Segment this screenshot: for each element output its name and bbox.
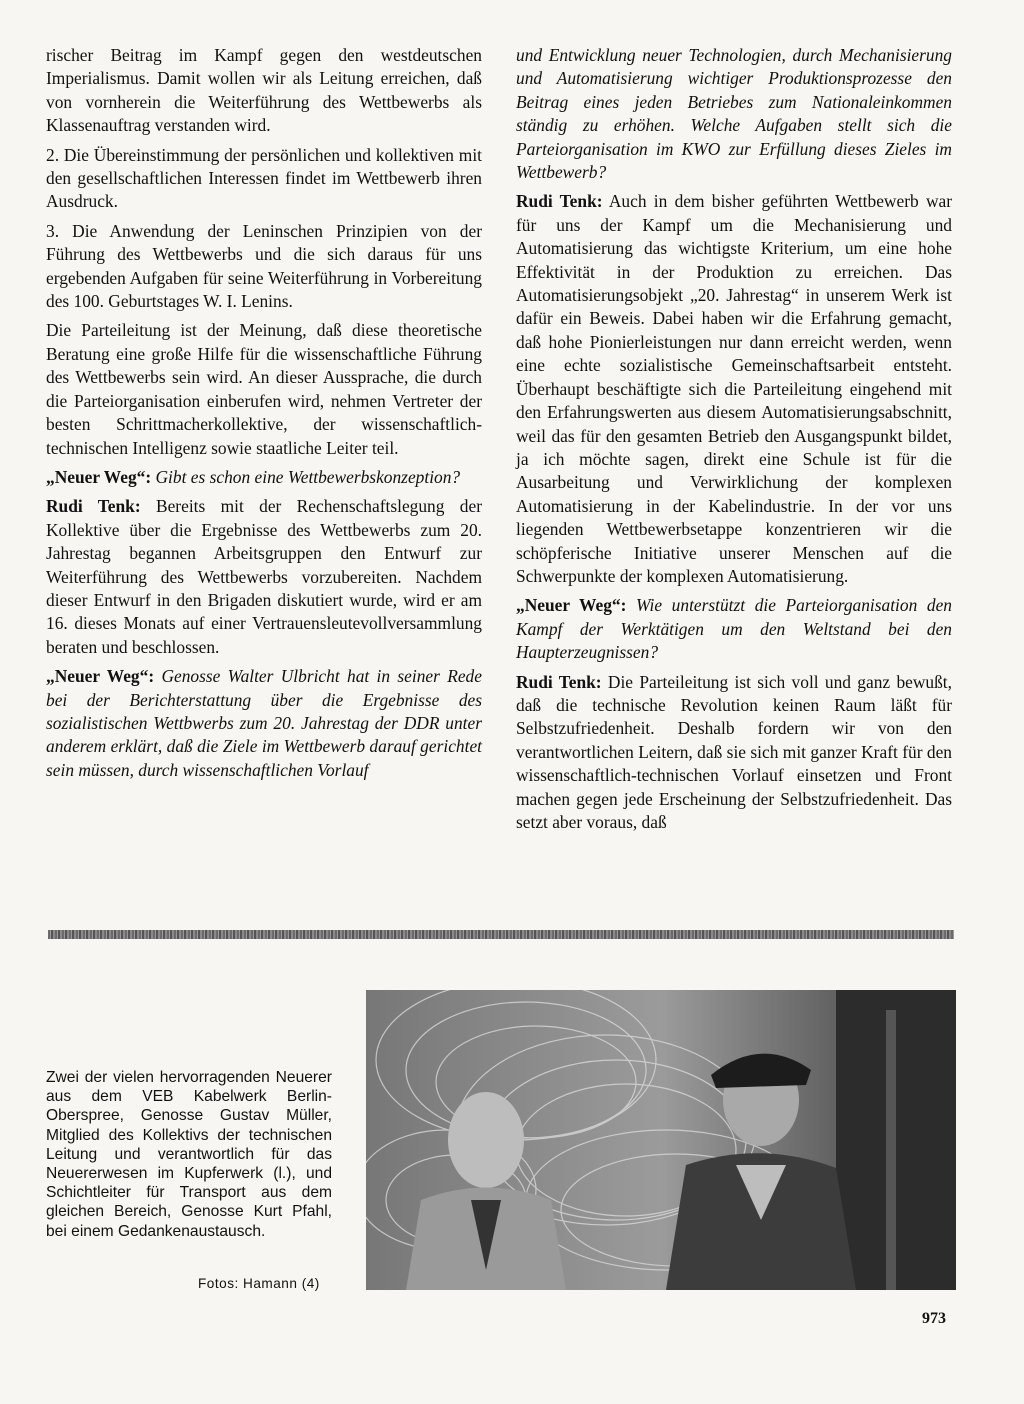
- paragraph: 2. Die Übereinstimmung der persönlichen und kollektiven mit den gesellschaftlichen Interessen findet im Wettbewerb ihren Ausdruck.: [46, 144, 482, 212]
- answer-text: Bereits mit der Rechenschaftslegung der Kollektive über die Ergebnisse des Wettbewerbs zum 20. Jahrestag begannen Arbeitsgruppen den Entwurf zur Weiterführung des Wettbewerbs vorzubereiten. Nachdem dieser Entwurf in den Brigaden diskutiert wurde, wird er am 16. dieses Monats auf einer Vertrauensleutevollversammlung beraten und beschlossen.: [46, 496, 482, 657]
- photo-two-men-with-wire-coils: [366, 990, 956, 1290]
- left-column: [46, 44, 482, 788]
- paragraph: rischer Beitrag im Kampf gegen den westdeutschen Imperialismus. Damit wollen wir als Leitung erreichen, daß von vornherein die Weiterführung des Wettbewerbs als Klassenauftrag verstanden wird.: [46, 45, 482, 136]
- answer-speaker: Rudi Tenk:: [516, 191, 603, 212]
- interview-answer: [516, 671, 952, 835]
- question-text: Genosse Walter Ulbricht hat in seiner Rede bei der Berichterstattung über die Ergebnisse des sozialistischen Wettbwerbs zum 20. Jahrestag der DDR unter anderem erklärt, daß die Ziele im Wettbewerb darauf gerichtet sein müssen, durch wissenschaftlichen Vorlauf: [46, 666, 482, 780]
- question-text: Gibt es schon eine Wettbewerbskonzeption?: [155, 466, 461, 487]
- section-divider: [48, 930, 954, 939]
- right-column: [516, 44, 952, 840]
- paragraph: 3. Die Anwendung der Leninschen Prinzipien von der Führung des Wettbewerbs und die sich daraus für uns ergebenden Aufgaben für seine Weiterführung in Vorbereitung des 100. Geburtstages W. I. Lenins.: [46, 220, 482, 312]
- photo-credit: Fotos: Hamann (4): [198, 1276, 320, 1291]
- interview-question: [46, 466, 482, 489]
- question-text: Wie unterstützt die Parteiorganisation den Kampf der Werktätigen um den Weltstand bei den Haupterzeugnissen?: [516, 595, 952, 663]
- question-speaker: „Neuer Weg“:: [46, 666, 155, 687]
- answer-text: Auch in dem bisher geführten Wettbewerb war für uns der Kampf um die Mechanisierung und Automatisierung das wichtigste Kriterium, um eine hohe Effektivität in der Produktion zu erreichen. Das Automatisierungsobjekt „20. Jahrestag“ in unserem Werk ist dafür ein Beweis. Dabei haben wir die Erfahrung gemacht, daß hohe Pionierleistungen nur dann erreicht werden, wenn eine echte sozialistische Gemeinschaftsarbeit entsteht. Überhaupt beschäftigte sich die Parteileitung eingehend mit den Erfahrungswerten aus diesem Automatisierungsabschnitt, weil das für den gesamten Betrieb den Ausgangspunkt bildet, ja ich möchte sagen, direkt eine Schule ist für die Ausarbeitung und Verwirklichung der komplexen Automatisierung in der Kabelindustrie. In der vor uns liegenden Wettbewerbsetappe konzentrieren wir die schöpferische Initiative unserer Menschen auf die Schwerpunkte der komplexen Automatisierung.: [516, 191, 953, 586]
- interview-question: [46, 665, 482, 782]
- answer-speaker: Rudi Tenk:: [46, 496, 141, 517]
- answer-speaker: Rudi Tenk:: [516, 671, 602, 692]
- interview-question-continued: und Entwicklung neuer Technologien, durch Mechanisierung und Automatisierung wichtiger Produktionsprozesse den Beitrag eines jeden Betriebes zum Nationaleinkommen ständig zu erhöhen. Welche Aufgaben stellt sich die Parteiorganisation im KWO zur Erfüllung dieses Zieles im Wettbewerb?: [516, 45, 952, 183]
- paragraph: Die Parteileitung ist der Meinung, daß diese theoretische Beratung eine große Hilfe für die wissenschaftliche Führung des Wettbewerbs sein wird. An dieser Aussprache, die durch die Parteiorganisation einberufen wird, nehmen Vertreter der besten Schrittmacherkollektive, der wissenschaftlich-technischen Intelligenz sowie staatliche Leiter teil.: [46, 320, 482, 458]
- photo-illustration: [366, 990, 956, 1290]
- interview-question: [516, 594, 952, 664]
- answer-text: Die Parteileitung ist sich voll und ganz bewußt, daß die technische Revolution keinen Raum läßt für Selbstzufriedenheit. Deshalb fordern wir von den verantwortlichen Leitern, daß sie sich mit ganzer Kraft für den wissenschaftlich-technischen Vorlauf einsetzen und Front machen gegen jede Erscheinung der Selbstzufriedenheit. Das setzt aber voraus, daß: [516, 671, 952, 832]
- question-speaker: „Neuer Weg“:: [46, 466, 152, 487]
- interview-answer: [516, 190, 952, 588]
- question-speaker: „Neuer Weg“:: [516, 595, 627, 616]
- photo-caption: Zwei der vielen hervorragenden Neuerer aus dem VEB Kabelwerk Berlin-Oberspree, Genosse Gustav Müller, Mitglied des Kollektivs der technischen Leitung und verantwortlich für das Neuererwesen im Kupferwerk (l.), und Schichtleiter für Transport aus dem gleichen Bereich, Genosse Kurt Pfahl, bei einem Gedankenaustausch.: [46, 1069, 332, 1240]
- page-number: 973: [922, 1310, 946, 1327]
- interview-answer: [46, 495, 482, 659]
